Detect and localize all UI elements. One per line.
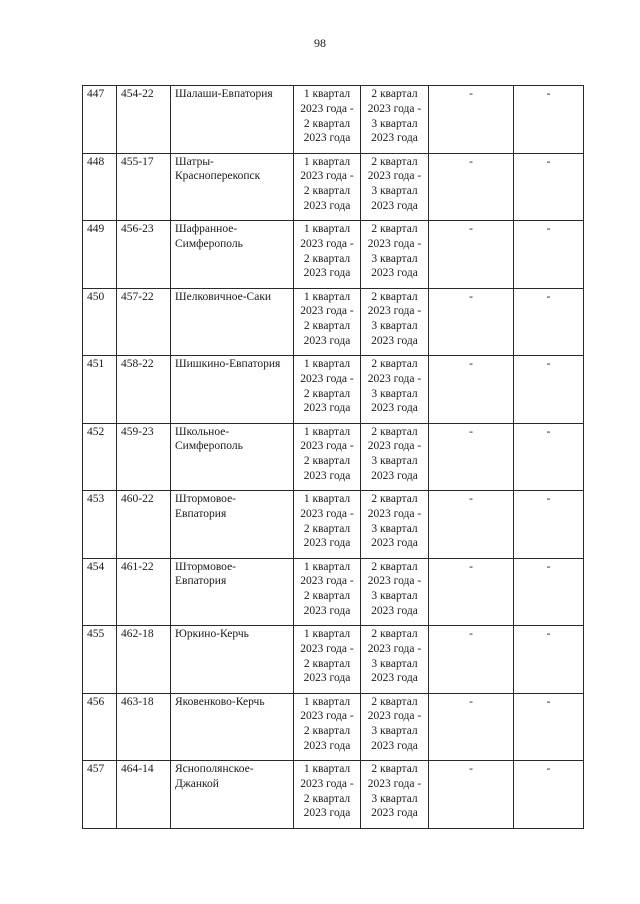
route-code: 460-22 <box>117 491 171 559</box>
column-7-value: - <box>514 356 584 424</box>
table-row <box>83 558 584 626</box>
table-row <box>83 491 584 559</box>
start-period: 1 квартал 2023 года - 2 квартал 2023 года <box>294 423 361 491</box>
row-number: 453 <box>83 491 117 559</box>
route-code: 461-22 <box>117 558 171 626</box>
column-6-value: - <box>429 288 514 356</box>
start-period: 1 квартал 2023 года - 2 квартал 2023 года <box>294 153 361 221</box>
row-number: 449 <box>83 221 117 289</box>
end-period: 2 квартал 2023 года - 3 квартал 2023 года <box>361 423 429 491</box>
column-6-value: - <box>429 221 514 289</box>
row-number: 456 <box>83 693 117 761</box>
table-row <box>83 626 584 694</box>
route-code: 462-18 <box>117 626 171 694</box>
table-row <box>83 153 584 221</box>
route-name: Шатры- Красноперекопск <box>171 153 294 221</box>
start-period: 1 квартал 2023 года - 2 квартал 2023 года <box>294 626 361 694</box>
route-code: 458-22 <box>117 356 171 424</box>
route-code: 463-18 <box>117 693 171 761</box>
route-name: Штормовое- Евпатория <box>171 491 294 559</box>
route-name: Яснополянское- Джанкой <box>171 761 294 829</box>
column-6-value: - <box>429 491 514 559</box>
route-name: Шафранное- Симферополь <box>171 221 294 289</box>
column-6-value: - <box>429 626 514 694</box>
table-row <box>83 221 584 289</box>
end-period: 2 квартал 2023 года - 3 квартал 2023 года <box>361 693 429 761</box>
route-name: Шишкино-Евпатория <box>171 356 294 424</box>
page-number: 98 <box>314 36 326 50</box>
table-row <box>83 288 584 356</box>
route-code: 464-14 <box>117 761 171 829</box>
route-code: 455-17 <box>117 153 171 221</box>
route-name: Штормовое- Евпатория <box>171 558 294 626</box>
column-7-value: - <box>514 153 584 221</box>
route-name: Шалаши-Евпатория <box>171 86 294 154</box>
column-6-value: - <box>429 761 514 829</box>
end-period: 2 квартал 2023 года - 3 квартал 2023 года <box>361 626 429 694</box>
column-7-value: - <box>514 423 584 491</box>
route-name: Юркино-Керчь <box>171 626 294 694</box>
column-6-value: - <box>429 423 514 491</box>
row-number: 448 <box>83 153 117 221</box>
end-period: 2 квартал 2023 года - 3 квартал 2023 года <box>361 558 429 626</box>
end-period: 2 квартал 2023 года - 3 квартал 2023 года <box>361 221 429 289</box>
end-period: 2 квартал 2023 года - 3 квартал 2023 года <box>361 153 429 221</box>
start-period: 1 квартал 2023 года - 2 квартал 2023 года <box>294 356 361 424</box>
start-period: 1 квартал 2023 года - 2 квартал 2023 года <box>294 693 361 761</box>
column-6-value: - <box>429 693 514 761</box>
start-period: 1 квартал 2023 года - 2 квартал 2023 года <box>294 491 361 559</box>
column-7-value: - <box>514 86 584 154</box>
column-7-value: - <box>514 288 584 356</box>
row-number: 450 <box>83 288 117 356</box>
table-row <box>83 693 584 761</box>
start-period: 1 квартал 2023 года - 2 квартал 2023 года <box>294 288 361 356</box>
row-number: 454 <box>83 558 117 626</box>
routes-table <box>82 85 584 829</box>
column-7-value: - <box>514 491 584 559</box>
column-6-value: - <box>429 153 514 221</box>
end-period: 2 квартал 2023 года - 3 квартал 2023 года <box>361 356 429 424</box>
end-period: 2 квартал 2023 года - 3 квартал 2023 года <box>361 761 429 829</box>
end-period: 2 квартал 2023 года - 3 квартал 2023 года <box>361 288 429 356</box>
table-row <box>83 86 584 154</box>
row-number: 451 <box>83 356 117 424</box>
table-row <box>83 356 584 424</box>
row-number: 447 <box>83 86 117 154</box>
column-7-value: - <box>514 221 584 289</box>
start-period: 1 квартал 2023 года - 2 квартал 2023 года <box>294 761 361 829</box>
column-7-value: - <box>514 693 584 761</box>
end-period: 2 квартал 2023 года - 3 квартал 2023 года <box>361 491 429 559</box>
column-7-value: - <box>514 761 584 829</box>
route-code: 459-23 <box>117 423 171 491</box>
start-period: 1 квартал 2023 года - 2 квартал 2023 года <box>294 86 361 154</box>
row-number: 452 <box>83 423 117 491</box>
row-number: 455 <box>83 626 117 694</box>
start-period: 1 квартал 2023 года - 2 квартал 2023 года <box>294 221 361 289</box>
column-6-value: - <box>429 86 514 154</box>
table-row <box>83 761 584 829</box>
route-code: 454-22 <box>117 86 171 154</box>
column-7-value: - <box>514 558 584 626</box>
route-code: 457-22 <box>117 288 171 356</box>
route-name: Шелковичное-Саки <box>171 288 294 356</box>
column-6-value: - <box>429 356 514 424</box>
route-name: Яковенково-Керчь <box>171 693 294 761</box>
route-code: 456-23 <box>117 221 171 289</box>
end-period: 2 квартал 2023 года - 3 квартал 2023 года <box>361 86 429 154</box>
start-period: 1 квартал 2023 года - 2 квартал 2023 года <box>294 558 361 626</box>
table-row <box>83 423 584 491</box>
column-6-value: - <box>429 558 514 626</box>
column-7-value: - <box>514 626 584 694</box>
route-name: Школьное- Симферополь <box>171 423 294 491</box>
row-number: 457 <box>83 761 117 829</box>
